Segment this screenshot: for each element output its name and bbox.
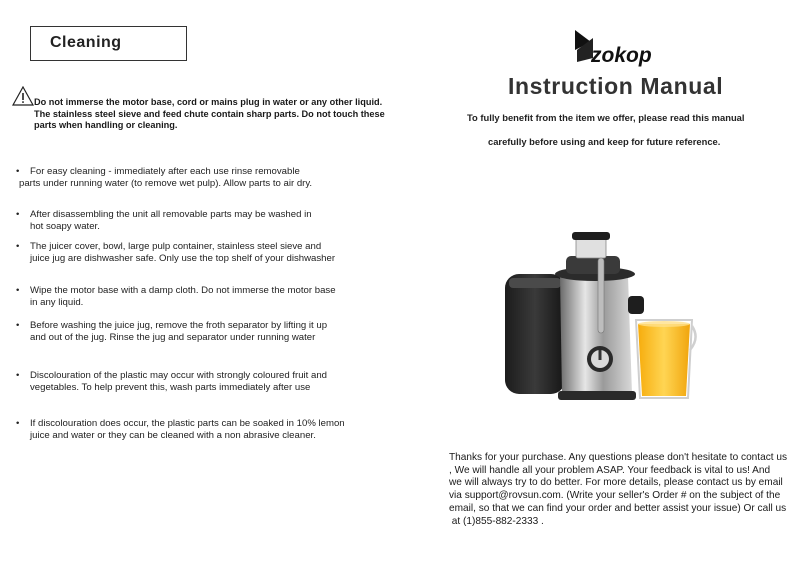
thanks-line: we will always try to do better. For more details, please contact us by email xyxy=(449,477,783,489)
bullet-item xyxy=(16,285,336,309)
warning-line: The stainless steel sieve and feed chute contain sharp parts. Do not touch these xyxy=(34,108,385,119)
thanks-line: Thanks for your purchase. Any questions please don't hesitate to contact us xyxy=(449,452,788,463)
juicer-product-image xyxy=(500,226,700,411)
bullet-item xyxy=(16,166,312,190)
page-title: Instruction Manual xyxy=(508,73,724,99)
bullet-item xyxy=(16,209,312,233)
bullet-dot: • xyxy=(16,166,20,177)
bullet-item xyxy=(16,241,335,265)
bullet-line: juice and water or they can be cleaned with a non abrasive cleaner. xyxy=(30,430,316,442)
intro-line: carefully before using and keep for future reference. xyxy=(488,136,721,147)
intro-line: To fully benefit from the item we offer, please read this manual xyxy=(467,112,745,123)
bullet-line: hot soapy water. xyxy=(30,221,100,233)
thanks-paragraph xyxy=(449,452,801,528)
bullet-line: Discolouration of the plastic may occur with strongly coloured fruit and xyxy=(30,370,328,381)
bullet-line: and out of the jug. Rinse the jug and separator under running water xyxy=(30,332,316,344)
bullet-item xyxy=(16,320,327,344)
bullet-line: The juicer cover, bowl, large pulp container, stainless steel sieve and xyxy=(30,241,322,252)
bullet-dot: • xyxy=(16,320,20,331)
warning-block xyxy=(12,86,397,132)
warning-text xyxy=(34,86,397,132)
brand-logo-text: zokop xyxy=(591,44,652,67)
thanks-line: email, so that we can find your order and better assist your issue) Or call us xyxy=(449,502,787,514)
thanks-line: , We will handle all your problem ASAP. Your feedback is vital to us! And xyxy=(449,464,771,476)
warning-triangle-icon xyxy=(12,86,34,106)
bullet-line: vegetables. To help prevent this, wash parts immediately after use xyxy=(30,382,311,394)
bullet-line: parts under running water (to remove wet pulp). Allow parts to air dry. xyxy=(19,178,313,190)
warning-line: parts when handling or cleaning. xyxy=(34,120,178,130)
bullet-line: Wipe the motor base with a damp cloth. Do not immerse the motor base xyxy=(30,285,336,296)
bullet-dot: • xyxy=(16,241,20,252)
thanks-line: via support@rovsun.com. (Write your seller's Order # on the subject of the xyxy=(449,490,781,502)
bullet-item xyxy=(16,370,327,394)
bullet-line: After disassembling the unit all removable parts may be washed in xyxy=(30,209,312,220)
bullet-dot: • xyxy=(16,209,20,220)
section-title: Cleaning xyxy=(30,26,187,61)
bullet-line: Before washing the juice jug, remove the froth separator by lifting it up xyxy=(30,320,328,331)
bullet-item xyxy=(16,418,345,442)
bullet-dot: • xyxy=(16,418,20,429)
brand-logo xyxy=(573,28,673,68)
warning-line: Do not immerse the motor base, cord or mains plug in water or any other liquid. xyxy=(34,97,383,107)
bullet-line: in any liquid. xyxy=(30,297,84,309)
thanks-line: at (1)855-882-2333 . xyxy=(449,515,544,527)
bullet-line: juice jug are dishwasher safe. Only use the top shelf of your dishwasher xyxy=(30,253,336,265)
bullet-line: If discolouration does occur, the plastic parts can be soaked in 10% lemon xyxy=(30,418,345,429)
bullet-dot: • xyxy=(16,285,20,296)
bullet-line: For easy cleaning - immediately after each use rinse removable xyxy=(30,166,300,177)
bullet-dot: • xyxy=(16,370,20,381)
